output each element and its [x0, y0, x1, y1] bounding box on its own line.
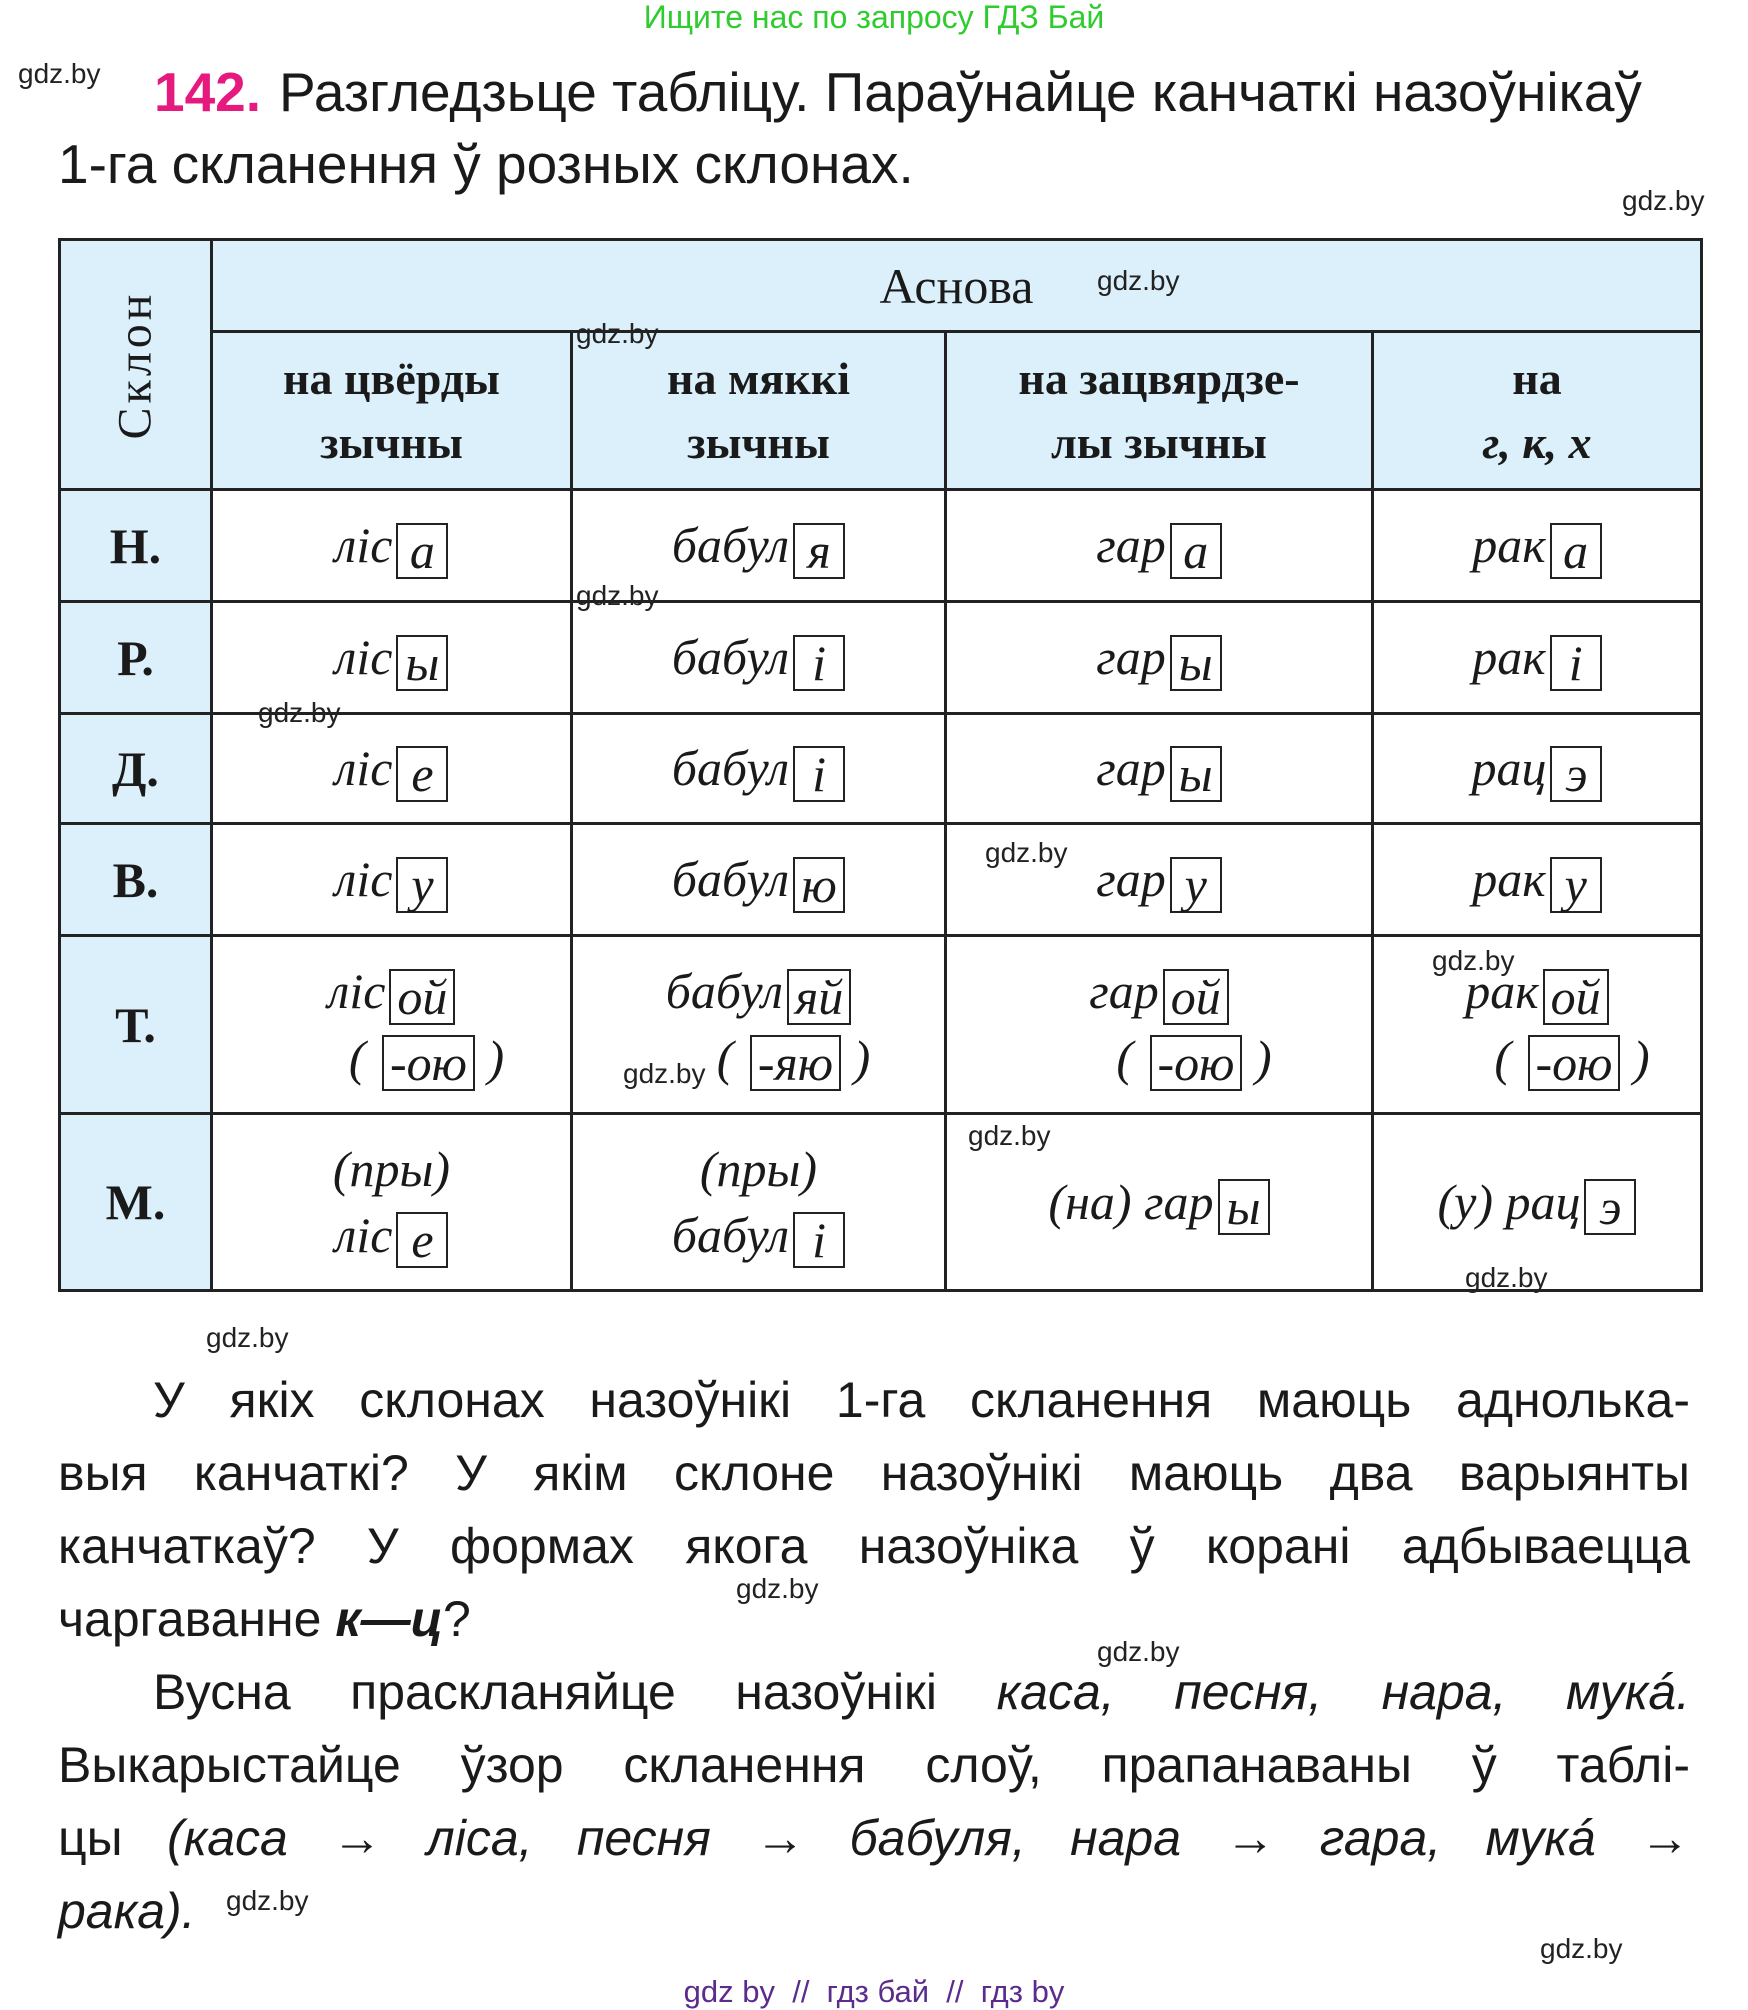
task-line	[58, 1656, 1690, 1729]
ending-cell	[211, 1114, 571, 1291]
stem: рак	[1472, 517, 1546, 574]
task-line	[58, 1802, 1690, 1875]
case-label: М.	[60, 1114, 212, 1291]
column-header	[1372, 332, 1701, 490]
question-line	[58, 1583, 1690, 1656]
stem: бабул	[665, 962, 783, 1019]
watermark: gdz.by	[968, 1120, 1051, 1151]
ending-cell: бабул яй ( -яю )	[571, 936, 945, 1114]
stem: рак	[1472, 629, 1546, 686]
ending-box: е	[396, 1212, 448, 1268]
stem: рак	[1465, 962, 1539, 1019]
stem: рак	[1472, 851, 1546, 908]
stem: рац	[1471, 740, 1547, 797]
stem: ліс	[334, 629, 393, 686]
task-line: Выкарыстайце ўзор скланення слоў, прапанаваны ў таблі-	[58, 1737, 1690, 1793]
ending-box: э	[1550, 746, 1602, 802]
ending-cell	[1372, 490, 1701, 602]
ending-cell: рак ой ( -ою )	[1372, 936, 1701, 1114]
stem: бабул	[671, 517, 790, 574]
case-label: Т.	[60, 936, 212, 1114]
ending-cell	[211, 714, 571, 824]
preposition: (пры)	[332, 1140, 451, 1197]
title-line: Разгледзьце табліцу. Параўнайце канчаткі назоўнікаў	[279, 61, 1642, 123]
case-label: Д.	[60, 714, 212, 824]
ending-box: у	[1170, 857, 1222, 913]
column-header-line: зычны	[320, 416, 463, 468]
ending-cell	[571, 824, 945, 936]
ending-cell	[1372, 824, 1701, 936]
ending-cell	[211, 824, 571, 936]
case-label: Р.	[60, 602, 212, 714]
preposition: (на)	[1048, 1173, 1132, 1230]
column-header-line: зычны	[687, 416, 830, 468]
ending-box: і	[793, 635, 845, 691]
exercise-title-line2: 1-га скланення ў розных склонах.	[58, 133, 914, 195]
ending-box: я	[793, 523, 845, 579]
ending-box: у	[1550, 857, 1602, 913]
ending-box: і	[1550, 635, 1602, 691]
stem: гар	[1096, 517, 1166, 574]
declension-table	[58, 238, 1703, 1292]
stem: бабул	[671, 1206, 790, 1263]
ending-box: ы	[396, 635, 448, 691]
exercise-title	[58, 56, 1690, 128]
watermark: gdz.by	[985, 837, 1068, 868]
ending-cell	[211, 490, 571, 602]
ending-cell	[1372, 602, 1701, 714]
table-row	[60, 714, 1702, 824]
stem: ліс	[334, 517, 393, 574]
ending-box: а	[1550, 523, 1602, 579]
ending-cell	[1372, 714, 1701, 824]
watermark: gdz.by	[1622, 185, 1705, 216]
ending-cell	[571, 1114, 945, 1291]
column-header-line: на мяккі	[666, 352, 850, 404]
alt-ending-box: -ою	[1150, 1035, 1243, 1091]
column-header-line: на цвёрды	[283, 352, 500, 404]
column-header-line: лы зычны	[1050, 416, 1267, 468]
table-row	[60, 490, 1702, 602]
watermark: gdz.by	[576, 318, 659, 349]
watermark: gdz.by	[736, 1573, 819, 1604]
column-header-line: на	[1512, 352, 1562, 404]
watermark: gdz.by	[623, 1058, 706, 1089]
watermark: gdz.by	[1097, 1636, 1180, 1667]
alt-ending-box: -яю	[750, 1035, 841, 1091]
stem: рац	[1505, 1173, 1581, 1230]
ending-cell: гар ой ( -ою )	[945, 936, 1372, 1114]
question-line: канчаткаў? У формах якога назоўніка ў корані адбываецца	[58, 1518, 1690, 1574]
stem-header: Аснова	[211, 240, 1701, 332]
stem: гар	[1096, 851, 1166, 908]
case-header-label: Склон	[108, 290, 162, 439]
table-row	[60, 824, 1702, 936]
column-header	[945, 332, 1372, 490]
footer-links[interactable]: gdz by // гдз бай // гдз by	[683, 1974, 1065, 2009]
column-header-line: г, к, х	[1482, 416, 1592, 468]
preposition: (пры)	[699, 1140, 818, 1197]
case-header	[60, 240, 212, 490]
watermark: gdz.by	[226, 1885, 309, 1916]
stem: ліс	[327, 962, 386, 1019]
watermark: gdz.by	[1097, 265, 1180, 296]
search-hint-link[interactable]: Ищите нас по запросу ГДЗ Бай	[643, 0, 1105, 35]
ending-box: ы	[1218, 1179, 1270, 1235]
alt-ending-box: -ою	[382, 1035, 475, 1091]
stem: гар	[1096, 740, 1166, 797]
stem: гар	[1096, 629, 1166, 686]
ending-box: і	[793, 1212, 845, 1268]
stem: ліс	[334, 1206, 393, 1263]
ending-box: ы	[1170, 635, 1222, 691]
stem: ліс	[334, 851, 393, 908]
text: цы	[58, 1810, 167, 1866]
text: чаргаванне	[58, 1591, 336, 1647]
watermark: gdz.by	[1432, 945, 1515, 976]
table-row	[60, 1114, 1702, 1291]
column-header	[571, 332, 945, 490]
ending-box: і	[793, 746, 845, 802]
case-label: В.	[60, 824, 212, 936]
question-line: У якіх склонах назоўнікі 1-га скланення маюць аднолька-	[153, 1372, 1690, 1428]
watermark: gdz.by	[576, 580, 659, 611]
stem: ліс	[334, 740, 393, 797]
stem: бабул	[671, 629, 790, 686]
ending-box: е	[396, 746, 448, 802]
preposition: (у)	[1437, 1173, 1493, 1230]
ending-cell	[571, 602, 945, 714]
ending-box: а	[396, 523, 448, 579]
ending-box: а	[1170, 523, 1222, 579]
ending-box: у	[396, 857, 448, 913]
ending-cell	[945, 714, 1372, 824]
column-header-line: на зацвярдзе-	[1018, 352, 1300, 404]
ending-box: ой	[389, 969, 455, 1025]
alt-ending-box: -ою	[1528, 1035, 1621, 1091]
ending-cell	[571, 714, 945, 824]
column-header	[211, 332, 571, 490]
case-label: Н.	[60, 490, 212, 602]
stem: бабул	[671, 851, 790, 908]
ending-box: ы	[1170, 746, 1222, 802]
watermark: gdz.by	[1465, 1262, 1548, 1293]
ending-box: ой	[1543, 969, 1609, 1025]
stem: бабул	[671, 740, 790, 797]
ending-box: э	[1584, 1179, 1636, 1235]
text: Вусна праскланяйце назоўнікі	[153, 1664, 997, 1720]
examples: рака).	[58, 1883, 196, 1939]
stem: гар	[1089, 962, 1159, 1019]
examples: (каса → ліса, песня → бабуля, нара → гара, мукá →	[166, 1810, 1690, 1866]
ending-cell	[945, 602, 1372, 714]
words: каса, песня, нара, мукá.	[996, 1664, 1690, 1720]
text: ?	[443, 1591, 471, 1647]
stem: гар	[1144, 1173, 1214, 1230]
alternation: к—ц	[335, 1591, 443, 1647]
ending-box: ой	[1163, 969, 1229, 1025]
ending-cell: ліс ой ( -ою )	[211, 936, 571, 1114]
watermark: gdz.by	[206, 1322, 289, 1353]
watermark: gdz.by	[1540, 1933, 1623, 1964]
exercise-number: 142.	[154, 61, 262, 123]
watermark: gdz.by	[18, 58, 101, 89]
question-line: выя канчаткі? У якім склоне назоўнікі маюць два варыянты	[58, 1445, 1690, 1501]
ending-box: яй	[787, 969, 851, 1025]
ending-cell	[945, 490, 1372, 602]
ending-box: ю	[793, 857, 845, 913]
watermark: gdz.by	[258, 697, 341, 728]
